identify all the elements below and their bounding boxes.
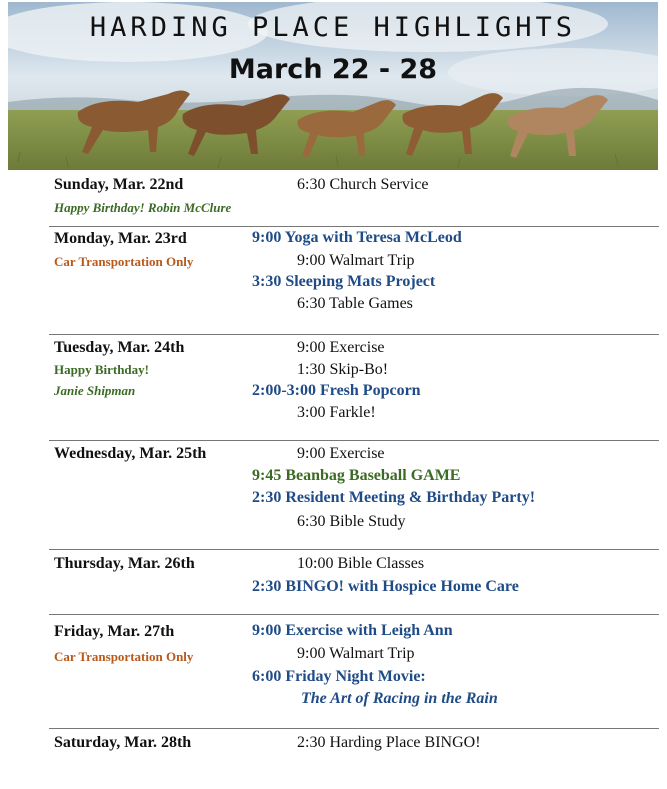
event-item: 2:00-3:00 Fresh Popcorn: [252, 382, 421, 399]
event-item: 6:00 Friday Night Movie:: [252, 668, 426, 685]
event-item: 2:30 BINGO! with Hospice Home Care: [252, 578, 519, 595]
day-title: Friday, Mar. 27th: [54, 623, 175, 640]
event-item: 2:30 Harding Place BINGO!: [297, 734, 481, 751]
event-item: 9:45 Beanbag Baseball GAME: [252, 467, 461, 484]
divider: [49, 334, 659, 335]
divider: [49, 614, 659, 615]
event-item: The Art of Racing in the Rain: [301, 690, 498, 707]
divider: [49, 440, 659, 441]
birthday-note: Happy Birthday!: [54, 362, 149, 377]
event-item: 3:00 Farkle!: [297, 404, 376, 421]
event-item: 9:00 Walmart Trip: [297, 645, 415, 662]
birthday-note: Happy Birthday! Robin McClure: [54, 200, 232, 215]
event-item: 1:30 Skip-Bo!: [297, 361, 389, 378]
divider: [49, 549, 659, 550]
event-item: 3:30 Sleeping Mats Project: [252, 273, 436, 290]
day-title: Monday, Mar. 23rd: [54, 230, 187, 247]
event-item: 9:00 Exercise: [297, 339, 385, 356]
day-title: Thursday, Mar. 26th: [54, 555, 195, 572]
event-item: 9:00 Walmart Trip: [297, 252, 415, 269]
divider: [49, 226, 659, 227]
banner-title: HARDING PLACE HIGHLIGHTS: [89, 12, 577, 43]
event-item: 9:00 Exercise: [297, 445, 385, 462]
event-item: 9:00 Exercise with Leigh Ann: [252, 622, 453, 639]
event-item: 6:30 Table Games: [297, 295, 413, 312]
transport-note: Car Transportation Only: [54, 254, 194, 269]
day-title: Saturday, Mar. 28th: [54, 734, 192, 751]
event-item: 6:30 Church Service: [297, 176, 429, 193]
banner-dates: March 22 - 28: [228, 54, 438, 85]
transport-note: Car Transportation Only: [54, 649, 194, 664]
event-item: 6:30 Bible Study: [297, 513, 406, 530]
event-item: 9:00 Yoga with Teresa McLeod: [252, 229, 462, 246]
day-title: Wednesday, Mar. 25th: [54, 445, 207, 462]
event-item: 2:30 Resident Meeting & Birthday Party!: [252, 489, 536, 506]
birthday-name: Janie Shipman: [54, 383, 136, 398]
day-title: Tuesday, Mar. 24th: [54, 339, 185, 356]
event-item: 10:00 Bible Classes: [297, 555, 425, 572]
divider: [49, 728, 659, 729]
header-banner: [8, 2, 658, 170]
day-title: Sunday, Mar. 22nd: [54, 176, 184, 193]
